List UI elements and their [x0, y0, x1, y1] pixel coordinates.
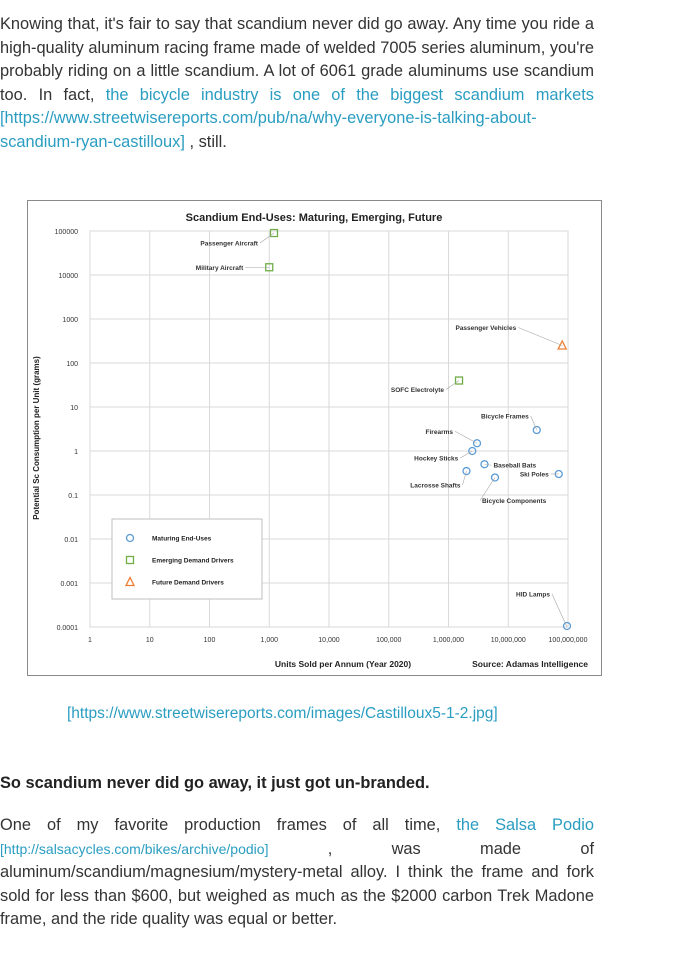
- point-passenger-vehicles: [558, 341, 566, 349]
- label-passenger-vehicles: Passenger Vehicles: [455, 324, 517, 332]
- x-tick-label: 100,000,000: [548, 637, 588, 644]
- y-tick-label: 1: [74, 449, 78, 456]
- y-tick-label: 0.001: [60, 581, 78, 588]
- y-tick-label: 0.01: [64, 537, 78, 544]
- x-tick-label: 1,000: [260, 637, 279, 644]
- x-tick-label: 100: [203, 637, 216, 644]
- salsa-podio-link-url: [http://salsacycles.com/bikes/archive/podio]: [0, 840, 269, 857]
- chart-y-axis-label: Potential Sc Consumption per Unit (grams): [32, 356, 41, 520]
- scandium-chart: [28, 201, 601, 675]
- intro-paragraph: [0, 13, 594, 154]
- salsa-podio-link-text: the Salsa Podio: [456, 816, 594, 834]
- label-hockey-sticks: Hockey Sticks: [414, 455, 459, 463]
- x-tick-label: 10: [145, 637, 154, 644]
- intro-tail: , still.: [184, 132, 227, 151]
- label-firearms: Firearms: [425, 428, 454, 436]
- y-tick-label: 100: [66, 361, 78, 368]
- y-tick-label: 10: [70, 405, 78, 412]
- leader-line: [552, 594, 567, 627]
- y-tick-label: 1000: [62, 317, 78, 324]
- section-heading: So scandium never did go away, it just got un-branded.: [0, 774, 430, 792]
- point-sofc-electrolyte: [456, 377, 463, 384]
- y-tick-label: 10000: [58, 273, 78, 280]
- figure-image-url[interactable]: [https://www.streetwisereports.com/images/Castilloux5-1-2.jpg]: [67, 705, 498, 722]
- x-tick-label: 100,000: [376, 637, 402, 644]
- x-tick-label: 1: [88, 637, 92, 644]
- podio-tail: , was made of aluminum/scandium/magnesium/mystery-metal alloy. I think the frame and fork sold for less than $600, but weighed as much as the $2000 carbon Trek Madone frame, and the ride quality was equal or better.: [0, 839, 594, 928]
- chart-legend: [112, 519, 262, 599]
- x-tick-label: 10,000,000: [490, 637, 526, 644]
- leader-line: [518, 327, 562, 345]
- scandium-markets-link-text: the bicycle industry is one of the biggest scandium markets: [105, 85, 594, 104]
- chart-x-axis-label: Units Sold per Annum (Year 2020): [274, 659, 412, 669]
- leader-line: [455, 431, 477, 443]
- y-tick-label: 100000: [54, 229, 78, 236]
- legend-entry: Future Demand Drivers: [152, 579, 224, 587]
- scandium-chart-figure: [27, 200, 602, 676]
- label-baseball-bats: Baseball Bats: [493, 462, 537, 470]
- label-sofc-electrolyte: SOFC Electrolyte: [390, 387, 445, 395]
- y-tick-label: 0.0001: [56, 625, 78, 632]
- y-tick-label: 0.1: [68, 493, 78, 500]
- label-bicycle-components: Bicycle Components: [481, 497, 547, 505]
- legend-entry: Maturing End-Uses: [152, 535, 212, 543]
- x-tick-label: 10,000: [318, 637, 340, 644]
- label-bicycle-frames: Bicycle Frames: [481, 413, 529, 421]
- x-tick-label: 1,000,000: [432, 637, 465, 644]
- label-military-aircraft: Military Aircraft: [195, 264, 244, 272]
- legend-entry: Emerging Demand Drivers: [152, 557, 234, 565]
- leader-line: [446, 381, 459, 390]
- label-lacrosse-shafts: Lacrosse Shafts: [410, 482, 461, 490]
- label-passenger-aircraft: Passenger Aircraft: [200, 240, 258, 248]
- intro-text: Knowing that, it's fair to say that scandium never did go away. Any time you ride a high-quality aluminum racing frame made of welded 7005 series aluminum, you're probably riding on a little scandium. A lot of 6061 grade aluminums use scandium too. In fact,: [0, 15, 594, 104]
- chart-source-note: Source: Adamas Intelligence: [472, 659, 588, 669]
- label-hid-lamps: HID Lamps: [516, 591, 550, 599]
- point-hid-lamps: [564, 623, 571, 630]
- label-ski-poles: Ski Poles: [519, 471, 549, 479]
- scandium-markets-link-url: [https://www.streetwisereports.com/pub/na/why-everyone-is-talking-about-scandium-ryan-castilloux]: [0, 109, 537, 151]
- chart-title: Scandium End-Uses: Maturing, Emerging, Future: [185, 212, 443, 224]
- podio-lead: One of my favorite production frames of all time,: [0, 816, 457, 834]
- podio-paragraph: [0, 814, 594, 932]
- leader-line: [260, 233, 274, 243]
